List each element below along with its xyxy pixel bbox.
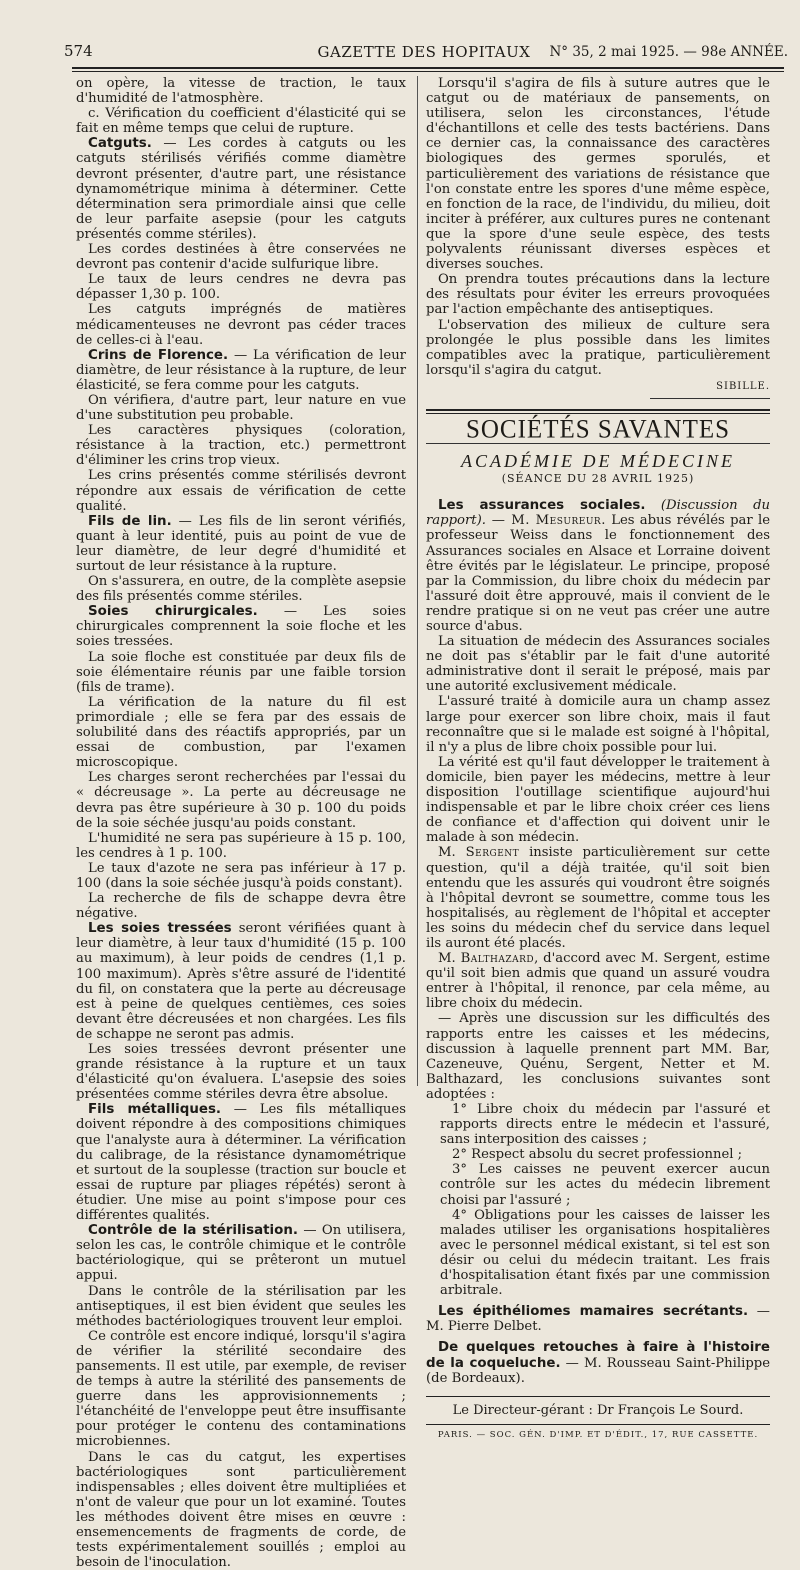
paragraph: La recherche de fils de schappe devra être négative. <box>76 891 406 922</box>
paragraph: Les caractères physiques (coloration, résistance à la traction, etc.) permettront d'éliminer les crins trop vieux. <box>76 423 406 469</box>
paragraph: Les charges seront recherchées par l'essai du « décreusage ». La perte au décreusage ne devra pas être supérieure à 30 p. 100 du poids de la soie séchée jusqu'au poids constant. <box>76 770 406 831</box>
director-line: Le Directeur-gérant : Dr François Le Sourd. <box>452 1402 744 1418</box>
session-date: (SÉANCE DU 28 AVRIL 1925) <box>501 472 695 486</box>
section-heading: Les épithéliomes mamaires secrétants. <box>438 1304 749 1320</box>
header-rule <box>72 67 784 72</box>
footer-rule <box>426 1396 770 1397</box>
article-signature: SIBILLE. <box>716 380 770 392</box>
paragraph: La situation de médecin des Assurances sociales ne doit pas s'établir par le fait d'une autorité administrative dont il serait le préposé, mais par une autorité exclusivement médicale. <box>426 634 770 695</box>
column-divider <box>417 76 418 1086</box>
paragraph: On prendra toutes précautions dans la lecture des résultats pour éviter les erreurs provoquées par l'action empêchante des antiseptiques. <box>426 272 770 318</box>
left-column <box>76 76 406 1570</box>
paragraph: On vérifiera, d'autre part, leur nature en vue d'une substitution peu probable. <box>76 392 406 424</box>
paragraph: On s'assurera, en outre, de la complète asepsie des fils présentés comme stériles. <box>76 574 406 605</box>
right-column <box>426 76 770 1443</box>
paragraph: Catguts. — Les cordes à catguts ou les catguts stérilisés vérifiés comme diamètre devront présenter, d'autre part, une résistance dynamométrique minima à déterminer. Cette détermination sera primordiale ainsi que celle de leur parfaite asepsie (pour les catguts présentés comme stériles). <box>76 136 406 242</box>
paragraph: Fils de lin. — Les fils de lin seront vérifiés, quant à leur identité, puis au point de vue de leur diamètre, de leur degré d'humidité et surtout de leur résistance à la rupture. <box>76 513 407 574</box>
paragraph: Lorsqu'il s'agira de fils à suture autres que le catgut ou de matériaux de pansements, on utilisera, selon les circonstances, l'étude d'échantillons et celle des tests bactériens. Dans ce dernier cas, la connaissance des caractères biologiques des germes sporulés, et particulièrement des variations de résistance que l'on constate entre les spores d'une même espèce, en fonction de la race, de l'individu, du milieu, doit inciter à préférer, aux cultures pures ne contenant que la spore d'une seule espèce, des tests polyvalents réunissant diverses espèces et diverses souches. <box>426 76 770 273</box>
academy-title: ACADÉMIE DE MÉDECINE <box>461 451 735 472</box>
paragraph: L'assuré traité à domicile aura un champ assez large pour exercer son libre choix, mais il faut reconnaître que si le malade est soigné à l'hôpital, il n'y a plus de libre choix possible pour lui. <box>426 694 770 755</box>
page-header <box>60 42 788 64</box>
paragraph: Le taux d'azote ne sera pas inférieur à 17 p. 100 (dans la soie séchée jusqu'à poids constant). <box>76 860 406 891</box>
paragraph: La vérité est qu'il faut développer le traitement à domicile, bien payer les médecins, mettre à leur disposition l'outillage scientifique aujourd'hui indispensable et par le libre choix créer ces liens de confiance et d'affection qui doivent unir le malade à son médecin. <box>426 754 770 846</box>
section-heading: Fils de lin. <box>88 513 172 529</box>
paragraph: La vérification de la nature du fil est primordiale ; elle se fera par des essais de solubilité dans des réactifs appropriés, par un essai de combustion, par l'examen microscopique. <box>76 694 406 771</box>
list-item: 1° Libre choix du médecin par l'assuré et rapports directs entre le médecin et l'assuré, sans interposition des caisses ; <box>440 1102 770 1148</box>
page-number: 574 <box>64 42 93 60</box>
section-heading: Crins de Florence. <box>88 347 229 363</box>
paragraph: Ce contrôle est encore indiqué, lorsqu'il s'agira de vérifier la stérilité secondaire des pansements. Il est utile, par exemple, de reviser de temps à autre la stérilité des pansements de guerre dans les approvisionnements ; l'étanchéité de l'enveloppe peut être insuffisante pour protéger le contenu des contaminations microbiennes. <box>76 1328 406 1450</box>
section-heading: Catguts. <box>88 136 152 152</box>
paragraph: Les catguts imprégnés de matières médicamenteuses ne devront pas céder traces de celles-ci à l'eau. <box>76 302 406 348</box>
paragraph: Les soies tressées seront vérifiées quant à leur diamètre, à leur taux d'humidité (15 p. 100 au maximum), à leur poids de cendres (1,1 p. 100 maximum). Après s'être assuré de l'identité du fil, on constatera que la perte au décreusage est à peine de quelques centièmes, ces soies devant être décreusées et non chargées. Les fils de schappe ne seront pas admis. <box>76 921 407 1042</box>
section-heading: De quelques retouches à faire à l'histoire de la coqueluche. <box>426 1340 770 1371</box>
section-rule <box>426 409 770 414</box>
section-heading: Les soies tressées <box>88 921 232 937</box>
list-item: 2° Respect absolu du secret professionnel ; <box>452 1147 743 1163</box>
section-heading: Soies chirurgicales. <box>88 604 258 620</box>
paragraph: — Après une discussion sur les difficultés des rapports entre les caisses et les médecins, discussion à laquelle prennent part MM. Bar, Cazeneuve, Quénu, Sergent, Netter et M. Balthazard, les conclusions suivantes sont adoptées : <box>426 1011 770 1102</box>
list-item: 3° Les caisses ne peuvent exercer aucun contrôle sur les actes du médecin librement choisi par l'assuré ; <box>440 1162 770 1208</box>
paragraph: Le taux de leurs cendres ne devra pas dépasser 1,30 p. 100. <box>76 272 406 303</box>
paragraph: M. Sergent insiste particulièrement sur cette question, qu'il a déjà traitée, qu'il soit bien entendu que les assurés qui voudront être soignés à l'hôpital devront se soumettre, comme tous les hospitalisés, au règlement de l'hôpital et accepter les soins du médecin chef du service dans lequel ils auront été placés. <box>426 845 771 951</box>
section-heading: Contrôle de la stérilisation. <box>88 1223 298 1239</box>
paragraph: Les assurances sociales. (Discussion du rapport). — M. Mesureur. Les abus révélés par le professeur Weiss dans le fonctionnement des Assurances sociales en Alsace et Lorraine doivent être évités par le législateur. Le principe, proposé par la Commission, du libre choix du médecin par l'assuré doit être approuvé, mais il convient de le rendre pratique si on ne veut pas créer une autre source d'abus. <box>426 498 771 634</box>
paragraph: De quelques retouches à faire à l'histoire de la coqueluche. — M. Rousseau Saint-Philippe (de Bordeaux). <box>426 1340 771 1386</box>
journal-title: GAZETTE DES HOPITAUX <box>317 43 531 61</box>
paragraph: L'observation des milieux de culture sera prolongée le plus possible dans les limites compatibles avec la pratique, particulièrement lorsqu'il s'agira du catgut. <box>426 317 770 378</box>
paragraph: L'humidité ne sera pas supérieure à 15 p. 100, les cendres à 1 p. 100. <box>76 830 406 861</box>
section-heading: Les assurances sociales. <box>438 498 646 514</box>
paragraph: Dans le cas du catgut, les expertises bactériologiques sont particulièrement indispensables ; elles doivent être multipliées et n'ont de valeur que pour un lot examiné. Toutes les méthodes doivent être mises en œuvre : ensemencements de fragments de corde, de tests expérimentalement souillés ; emploi au besoin de l'inoculation. <box>76 1449 406 1570</box>
paragraph: Crins de Florence. — La vérification de leur diamètre, de leur résistance à la rupture, de leur élasticité, se fera comme pour les catguts. <box>76 347 406 393</box>
section-title: SOCIÉTÉS SAVANTES <box>465 415 731 444</box>
paragraph: on opère, la vitesse de traction, le taux d'humidité de l'atmosphère. <box>76 76 406 107</box>
issue-info: N° 35, 2 mai 1925. — 98e ANNÉE. <box>549 44 788 60</box>
paragraph: c. Vérification du coefficient d'élasticité qui se fait en même temps que celui de rupture. <box>76 106 406 137</box>
paragraph: Les crins présentés comme stérilisés devront répondre aux essais de vérification de cette qualité. <box>76 468 406 514</box>
paragraph: Les épithéliomes mamaires secrétants. — M. Pierre Delbet. <box>426 1304 770 1335</box>
printer-imprint: PARIS. — SOC. GÉN. D'IMP. ET D'ÉDIT., 17, RUE CASSETTE. <box>426 1424 770 1443</box>
paragraph: Les soies tressées devront présenter une grande résistance à la rupture et un taux d'élasticité qu'on évaluera. L'asepsie des soies présentées comme stériles devra être absolue. <box>76 1042 406 1103</box>
section-heading: Fils métalliques. <box>88 1102 222 1118</box>
paragraph: Contrôle de la stérilisation. — On utilisera, selon les cas, le contrôle chimique et le contrôle bactériologique, qui se prêteront un mutuel appui. <box>76 1223 406 1284</box>
paragraph: M. Balthazard, d'accord avec M. Sergent, estime qu'il soit bien admis que quand un assuré voudra entrer à l'hôpital, il renonce, par cela même, au libre choix du médecin. <box>426 951 771 1012</box>
paragraph: Fils métalliques. — Les fils métalliques doivent répondre à des compositions chimiques que l'analyste aura à déterminer. La vérification du calibrage, de la résistance dynamométrique et surtout de la souplesse (traction sur boucle et essai de rupture par pliages répétés) seront à étudier. Une mise au point s'impose pour ces différentes qualités. <box>76 1102 406 1224</box>
paragraph: Dans le contrôle de la stérilisation par les antiseptiques, il est bien évident que seules les méthodes bactériologiques trouvent leur emploi. <box>76 1283 406 1329</box>
paragraph: Les cordes destinées à être conservées ne devront pas contenir d'acide sulfurique libre. <box>76 242 406 273</box>
separator <box>650 398 770 399</box>
paragraph: La soie floche est constituée par deux fils de soie élémentaire réunis par une faible torsion (fils de trame). <box>76 649 406 695</box>
list-item: 4° Obligations pour les caisses de laisser les malades utiliser les organisations hospitalières avec le personnel médical existant, si tel est son désir ou celui du médecin traitant. Les frais d'hospitalisation étant fixés par une commission arbitrale. <box>440 1207 770 1299</box>
paragraph: Soies chirurgicales. — Les soies chirurgicales comprennent la soie floche et les soies tressées. <box>76 604 407 650</box>
